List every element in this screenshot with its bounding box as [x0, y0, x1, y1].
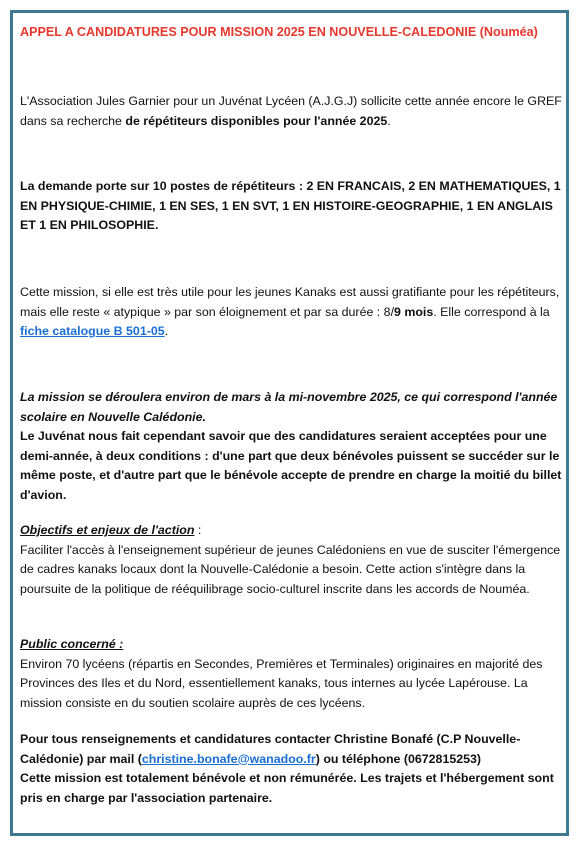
objectives-heading: Objectifs et enjeux de l'action — [20, 523, 195, 537]
contact-text2: ) ou téléphone (0672815253) — [315, 751, 482, 766]
mission-text: Cette mission, si elle est très utile pour les jeunes Kanaks est aussi gratifiante pour les répétiteurs, mais elle reste « atypique » par son éloignement et par sa durée : 8/ — [20, 285, 560, 319]
intro-text: L'Association Jules Garnier pour un Juvénat Lycéen (A.J.G.J) sollicite cette année encore le GREF dans sa recherche — [20, 94, 562, 128]
intro-end: . — [387, 113, 391, 128]
mission-months: 9 mois — [394, 304, 434, 319]
contact-email-link[interactable]: christine.bonafe@wanadoo.fr — [141, 751, 316, 766]
intro-bold: de répétiteurs disponibles pour l'année 2025 — [125, 113, 388, 128]
public-section — [20, 635, 565, 713]
public-text: Environ 70 lycéens (répartis en Secondes, Premières et Terminales) originaires en majorité des Provinces des Iles et du Nord, essentiellement kanaks, tous internes au lycée Lapérouse. La mission consiste en du soutien scolaire auprès de ces lycéens. — [20, 656, 543, 710]
objectives-text: Faciliter l'accès à l'enseignement supérieur de jeunes Calédoniens en vue de susciter l'émergence de cadres kanaks locaux dont la Nouvelle-Calédonie a besoin. Cette action s'intègre dans la poursuite de la politique de rééquilibrage socio-culturel inscrite dans les accords de Nouméa. — [20, 542, 561, 596]
mission-paragraph — [20, 283, 565, 342]
schedule-line-1: La mission se déroulera environ de mars à la mi-novembre 2025, ce qui correspond l'année scolaire en Nouvelle Calédonie. — [20, 390, 558, 424]
schedule-line-2: Le Juvénat nous fait cependant savoir que des candidatures seraient acceptées pour une demi-année, à deux conditions : d'une part que deux bénévoles puissent se succéder sur le même poste, et d'autre part que le bénévole accepte de prendre en charge la moitié du billet d'avion. — [20, 429, 562, 502]
objectives-heading-line — [20, 521, 565, 541]
document-content — [20, 24, 565, 805]
catalogue-link[interactable]: fiche catalogue B 501-05 — [20, 324, 165, 339]
intro-paragraph — [20, 92, 565, 131]
mission-end: . — [164, 324, 169, 339]
schedule-paragraph — [20, 388, 565, 506]
mission-text2: . Elle correspond à la — [433, 304, 550, 319]
public-heading: Public concerné : — [20, 637, 124, 651]
contact-line-2: Cette mission est totalement bénévole et non rémunérée. Les trajets et l'hébergement sont pris en charge par l'association partenaire. — [20, 771, 554, 805]
contact-line-1 — [20, 730, 565, 769]
contact-text1: Pour tous renseignements et candidatures contacter Christine Bonafé (C.P Nouvelle-Calédonie) par mail ( — [20, 732, 521, 766]
objectives-colon: : — [194, 523, 202, 537]
contact-section — [20, 730, 565, 808]
document-title: APPEL A CANDIDATURES POUR MISSION 2025 EN NOUVELLE-CALEDONIE (Nouméa) — [20, 25, 538, 39]
demand-paragraph: La demande porte sur 10 postes de répétiteurs : 2 EN FRANCAIS, 2 EN MATHEMATIQUES, 1 EN PHYSIQUE-CHIMIE, 1 EN SES, 1 EN SVT, 1 EN HISTOIRE-GEOGRAPHIE, 1 EN ANGLAIS ET 1 EN PHILOSOPHIE. — [20, 179, 561, 233]
objectives-section — [20, 521, 565, 599]
